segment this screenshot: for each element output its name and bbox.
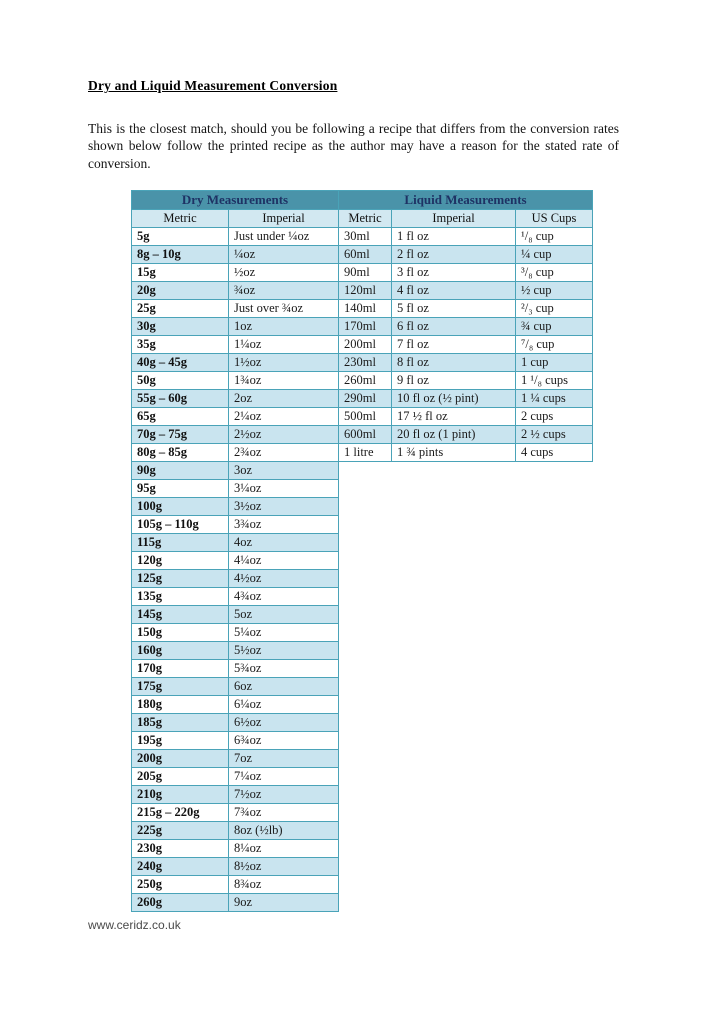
liquid-table-row [339,372,593,390]
dry-imperial-cell: 2¾oz [229,444,339,462]
liquid-table-row [339,408,593,426]
us-cups-cell: 1 ¹/₈ cups [516,372,593,390]
liquid-table-row [339,354,593,372]
liquid-imperial-cell: 17 ½ fl oz [392,408,516,426]
dry-imperial-cell: ½oz [229,264,339,282]
dry-metric-cell: 25g [132,300,229,318]
dry-metric-cell: 230g [132,840,229,858]
dry-imperial-cell: 2oz [229,390,339,408]
liquid-metric-cell: 230ml [339,354,392,372]
dry-table-body [132,228,339,912]
liquid-metric-cell: 30ml [339,228,392,246]
dry-metric-cell: 125g [132,570,229,588]
dry-table-row [132,318,339,336]
liquid-metric-cell: 120ml [339,282,392,300]
dry-metric-cell: 180g [132,696,229,714]
liquid-header-row [339,191,593,210]
liquid-table-row [339,228,593,246]
liquid-table-row [339,336,593,354]
dry-imperial-cell: 2½oz [229,426,339,444]
liquid-measurements-table [338,190,593,462]
liquid-table-row [339,300,593,318]
dry-table-row [132,588,339,606]
dry-table-row [132,642,339,660]
liquid-metric-cell: 600ml [339,426,392,444]
dry-metric-cell: 170g [132,660,229,678]
dry-table-row [132,426,339,444]
liquid-subheader-row [339,210,593,228]
liquid-metric-cell: 200ml [339,336,392,354]
dry-metric-cell: 55g – 60g [132,390,229,408]
dry-imperial-column-header: Imperial [229,210,339,228]
dry-table-row [132,696,339,714]
dry-table-row [132,462,339,480]
dry-imperial-cell: 5½oz [229,642,339,660]
liquid-metric-cell: 1 litre [339,444,392,462]
us-cups-cell: 1 ¼ cups [516,390,593,408]
dry-table-row [132,336,339,354]
dry-metric-cell: 175g [132,678,229,696]
liquid-metric-column-header: Metric [339,210,392,228]
dry-metric-cell: 260g [132,894,229,912]
dry-table-row [132,858,339,876]
dry-imperial-cell: 8¼oz [229,840,339,858]
dry-table-row [132,804,339,822]
dry-metric-cell: 160g [132,642,229,660]
dry-imperial-cell: 6½oz [229,714,339,732]
liquid-table-row [339,426,593,444]
dry-imperial-cell: 7oz [229,750,339,768]
dry-table-row [132,678,339,696]
us-cups-cell: ¼ cup [516,246,593,264]
dry-table-row [132,750,339,768]
website-url: www.ceridz.co.uk [88,918,181,932]
liquid-imperial-cell: 6 fl oz [392,318,516,336]
dry-metric-cell: 185g [132,714,229,732]
liquid-imperial-cell: 20 fl oz (1 pint) [392,426,516,444]
dry-table-row [132,480,339,498]
dry-table-row [132,300,339,318]
dry-metric-cell: 150g [132,624,229,642]
dry-table-row [132,786,339,804]
dry-metric-cell: 115g [132,534,229,552]
dry-imperial-cell: 1oz [229,318,339,336]
dry-imperial-cell: 4¼oz [229,552,339,570]
dry-imperial-cell: 3¾oz [229,516,339,534]
liquid-table-body [339,228,593,462]
dry-table-row [132,606,339,624]
dry-measurements-table [131,190,339,912]
dry-metric-cell: 210g [132,786,229,804]
dry-metric-cell: 30g [132,318,229,336]
dry-imperial-cell: 4oz [229,534,339,552]
dry-table-row [132,246,339,264]
dry-metric-cell: 215g – 220g [132,804,229,822]
dry-metric-cell: 135g [132,588,229,606]
dry-table-row [132,408,339,426]
dry-metric-cell: 50g [132,372,229,390]
liquid-table-row [339,318,593,336]
us-cups-cell: 1 cup [516,354,593,372]
dry-table-row [132,444,339,462]
us-cups-cell: ³/₈ cup [516,264,593,282]
dry-table-row [132,498,339,516]
us-cups-column-header: US Cups [516,210,593,228]
dry-metric-cell: 95g [132,480,229,498]
liquid-table-row [339,444,593,462]
dry-imperial-cell: 8½oz [229,858,339,876]
dry-table-row [132,822,339,840]
dry-imperial-cell: Just over ¾oz [229,300,339,318]
dry-metric-cell: 205g [132,768,229,786]
liquid-imperial-cell: 7 fl oz [392,336,516,354]
dry-table-row [132,552,339,570]
us-cups-cell: 4 cups [516,444,593,462]
dry-imperial-cell: ¼oz [229,246,339,264]
liquid-metric-cell: 170ml [339,318,392,336]
dry-table-row [132,732,339,750]
dry-metric-cell: 40g – 45g [132,354,229,372]
dry-metric-cell: 15g [132,264,229,282]
dry-imperial-cell: 5¾oz [229,660,339,678]
liquid-imperial-column-header: Imperial [392,210,516,228]
liquid-imperial-cell: 8 fl oz [392,354,516,372]
dry-imperial-cell: 4¾oz [229,588,339,606]
dry-metric-cell: 195g [132,732,229,750]
dry-metric-cell: 240g [132,858,229,876]
dry-metric-column-header: Metric [132,210,229,228]
liquid-metric-cell: 260ml [339,372,392,390]
liquid-metric-cell: 60ml [339,246,392,264]
dry-subheader-row [132,210,339,228]
liquid-imperial-cell: 1 fl oz [392,228,516,246]
dry-table-row [132,714,339,732]
dry-imperial-cell: 1½oz [229,354,339,372]
us-cups-cell: ¾ cup [516,318,593,336]
liquid-metric-cell: 140ml [339,300,392,318]
dry-table-row [132,660,339,678]
dry-metric-cell: 8g – 10g [132,246,229,264]
dry-imperial-cell: 6¾oz [229,732,339,750]
dry-table-row [132,768,339,786]
dry-metric-cell: 90g [132,462,229,480]
us-cups-cell: ⁷/₈ cup [516,336,593,354]
liquid-imperial-cell: 1 ¾ pints [392,444,516,462]
us-cups-cell: ½ cup [516,282,593,300]
dry-imperial-cell: Just under ¼oz [229,228,339,246]
dry-metric-cell: 70g – 75g [132,426,229,444]
liquid-table-row [339,390,593,408]
dry-table-row [132,390,339,408]
dry-measurements-header: Dry Measurements [132,191,339,210]
liquid-imperial-cell: 10 fl oz (½ pint) [392,390,516,408]
dry-imperial-cell: 7¾oz [229,804,339,822]
liquid-table-row [339,246,593,264]
dry-table-row [132,228,339,246]
dry-imperial-cell: 5oz [229,606,339,624]
liquid-imperial-cell: 2 fl oz [392,246,516,264]
dry-metric-cell: 105g – 110g [132,516,229,534]
dry-table-row [132,840,339,858]
dry-imperial-cell: 1¾oz [229,372,339,390]
liquid-measurements-header: Liquid Measurements [339,191,593,210]
dry-header-row [132,191,339,210]
liquid-imperial-cell: 4 fl oz [392,282,516,300]
dry-metric-cell: 250g [132,876,229,894]
dry-table-row [132,372,339,390]
us-cups-cell: 2 cups [516,408,593,426]
dry-imperial-cell: 8¾oz [229,876,339,894]
dry-metric-cell: 65g [132,408,229,426]
dry-imperial-cell: 4½oz [229,570,339,588]
dry-imperial-cell: 3¼oz [229,480,339,498]
dry-metric-cell: 20g [132,282,229,300]
dry-table-row [132,876,339,894]
dry-table-row [132,894,339,912]
liquid-imperial-cell: 5 fl oz [392,300,516,318]
dry-imperial-cell: 6oz [229,678,339,696]
dry-metric-cell: 35g [132,336,229,354]
liquid-imperial-cell: 3 fl oz [392,264,516,282]
conversion-table [131,190,593,912]
us-cups-cell: 2 ½ cups [516,426,593,444]
liquid-metric-cell: 500ml [339,408,392,426]
dry-table-row [132,534,339,552]
dry-imperial-cell: ¾oz [229,282,339,300]
dry-table-row [132,264,339,282]
dry-metric-cell: 200g [132,750,229,768]
dry-table-row [132,570,339,588]
page-title: Dry and Liquid Measurement Conversion [88,78,338,93]
dry-imperial-cell: 1¼oz [229,336,339,354]
dry-metric-cell: 145g [132,606,229,624]
dry-table-row [132,282,339,300]
dry-imperial-cell: 7½oz [229,786,339,804]
dry-metric-cell: 225g [132,822,229,840]
dry-table-row [132,516,339,534]
dry-imperial-cell: 3oz [229,462,339,480]
dry-imperial-cell: 5¼oz [229,624,339,642]
dry-table-row [132,354,339,372]
dry-imperial-cell: 9oz [229,894,339,912]
dry-imperial-cell: 6¼oz [229,696,339,714]
liquid-imperial-cell: 9 fl oz [392,372,516,390]
intro-paragraph: This is the closest match, should you be following a recipe that differs from the conversion rates shown below follow the printed recipe as the author may have a reason for the stated rate of conversion. [88,121,619,171]
dry-metric-cell: 120g [132,552,229,570]
liquid-table-row [339,282,593,300]
dry-imperial-cell: 7¼oz [229,768,339,786]
dry-metric-cell: 5g [132,228,229,246]
liquid-table-row [339,264,593,282]
us-cups-cell: ¹/₈ cup [516,228,593,246]
liquid-metric-cell: 90ml [339,264,392,282]
dry-imperial-cell: 3½oz [229,498,339,516]
dry-imperial-cell: 8oz (½lb) [229,822,339,840]
us-cups-cell: ²/₃ cup [516,300,593,318]
dry-imperial-cell: 2¼oz [229,408,339,426]
liquid-metric-cell: 290ml [339,390,392,408]
dry-metric-cell: 80g – 85g [132,444,229,462]
dry-metric-cell: 100g [132,498,229,516]
dry-table-row [132,624,339,642]
